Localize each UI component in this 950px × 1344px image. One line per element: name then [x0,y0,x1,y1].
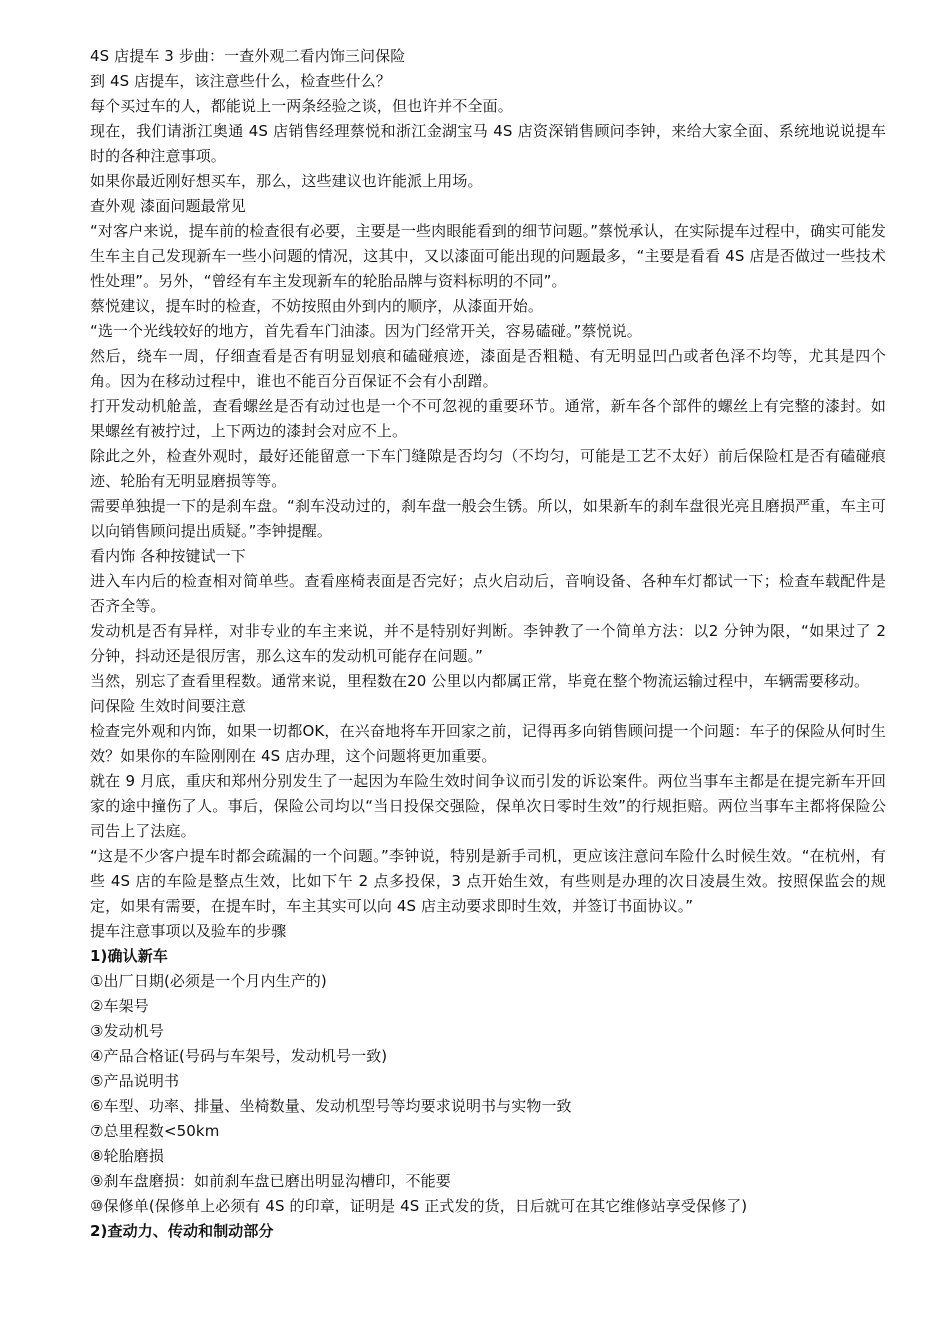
paragraph: 看内饰 各种按键试一下 [90,547,246,565]
paragraph: 查外观 漆面问题最常见 [90,197,246,215]
paragraph: 当然，别忘了查看里程数。通常来说，里程数在20 公里以内都属正常，毕竟在整个物流运输过程中，车辆需要移动。 [90,672,870,690]
paragraph: 打开发动机舱盖，查看螺丝是否有动过也是一个不可忽视的重要环节。通常，新车各个部件的螺丝上有完整的漆封。如果螺丝有被拧过，上下两边的漆封会对应不上。 [90,397,886,440]
paragraph: ⑩保修单(保修单上必须有 4S 的印章，证明是 4S 正式发的货，日后就可在其它维修站享受保修了) [90,1197,748,1215]
paragraph: ②车架号 [90,997,149,1015]
paragraph: ③发动机号 [90,1022,164,1040]
paragraph: 检查完外观和内饰，如果一切都OK，在兴奋地将车开回家之前，记得再多向销售顾问提一个问题：车子的保险从何时生效？如果你的车险刚刚在 4S 店办理，这个问题将更加重要。 [90,722,886,765]
paragraph: 到 4S 店提车，该注意些什么，检查些什么？ [90,72,391,90]
paragraph: 就在 9 月底，重庆和郑州分别发生了一起因为车险生效时间争议而引发的诉讼案件。两位当事车主都是在提完新车开回家的途中撞伤了人。事后，保险公司均以“当日投保交强险，保单次日零时生效”的行规拒赔。两位当事车主都将保险公司告上了法庭。 [90,772,886,840]
paragraph: 进入车内后的检查相对简单些。查看座椅表面是否完好；点火启动后，音响设备、各种车灯都试一下；检查车载配件是否齐全等。 [90,572,886,615]
document-page [90,44,886,1244]
paragraph: 需要单独提一下的是刹车盘。“刹车没动过的，刹车盘一般会生锈。所以，如果新车的刹车盘很光亮且磨损严重，车主可以向销售顾问提出质疑。”李钟提醒。 [90,497,886,540]
paragraph: 除此之外，检查外观时，最好还能留意一下车门缝隙是否均匀（不均匀，可能是工艺不太好）前后保险杠是否有磕碰痕迹、轮胎有无明显磨损等等。 [90,447,886,490]
paragraph: ⑦总里程数<50km [90,1122,220,1140]
paragraph: 4S 店提车 3 步曲：一查外观二看内饰三问保险 [90,47,406,65]
paragraph: 蔡悦建议，提车时的检查，不妨按照由外到内的顺序，从漆面开始。 [90,297,544,315]
paragraph: 然后，绕车一周，仔细查看是否有明显划痕和磕碰痕迹，漆面是否粗糙、有无明显凹凸或者色泽不均等，尤其是四个角。因为在移动过程中，谁也不能百分百保证不会有小刮蹭。 [90,347,886,390]
paragraph: ①出厂日期(必须是一个月内生产的) [90,972,327,990]
paragraph: ⑤产品说明书 [90,1072,180,1090]
paragraph: 发动机是否有异样，对非专业的车主来说，并不是特别好判断。李钟教了一个简单方法：以2 分钟为限，“如果过了 2 分钟，抖动还是很厉害，那么这车的发动机可能存在问题。” [90,622,886,665]
paragraph: “对客户来说，提车前的检查很有必要，主要是一些肉眼能看到的细节问题。”蔡悦承认，在实际提车过程中，确实可能发生车主自己发现新车一些小问题的情况，这其中，又以漆面可能出现的问题最多，“主要是看看 4S 店是否做过一些技术性处理”。另外，“曾经有车主发现新车的轮胎品牌与资料标明的不同”。 [90,222,886,290]
paragraph: ⑥车型、功率、排量、坐椅数量、发动机型号等均要求说明书与实物一致 [90,1097,572,1115]
paragraph: 问保险 生效时间要注意 [90,697,246,715]
paragraph: “选一个光线较好的地方，首先看车门油漆。因为门经常开关，容易磕碰。”蔡悦说。 [90,322,642,340]
paragraph: 提车注意事项以及验车的步骤 [90,922,287,940]
paragraph: ⑨刹车盘磨损：如前刹车盘已磨出明显沟槽印，不能要 [90,1172,451,1190]
paragraph: ④产品合格证(号码与车架号，发动机号一致) [90,1047,388,1065]
paragraph: “这是不少客户提车时都会疏漏的一个问题。”李钟说，特别是新手司机，更应该注意问车险什么时候生效。“在杭州，有些 4S 店的车险是整点生效，比如下午 2 点多投保，3 点开始生效，有些则是办理的次日凌晨生效。按照保监会的规定，如果有需要，在提车时，车主其实可以向 4S 店主动要求即时生效，并签订书面协议。” [90,847,886,915]
section-heading: 1)确认新车 [90,947,168,965]
paragraph: 每个买过车的人，都能说上一两条经验之谈，但也许并不全面。 [90,97,513,115]
section-heading: 2)查动力、传动和制动部分 [90,1222,274,1240]
paragraph: 现在，我们请浙江奥通 4S 店销售经理蔡悦和浙江金湖宝马 4S 店资深销售顾问李钟，来给大家全面、系统地说说提车时的各种注意事项。 [90,122,886,165]
paragraph: ⑧轮胎磨损 [90,1147,164,1165]
paragraph: 如果你最近刚好想买车，那么，这些建议也许能派上用场。 [90,172,483,190]
